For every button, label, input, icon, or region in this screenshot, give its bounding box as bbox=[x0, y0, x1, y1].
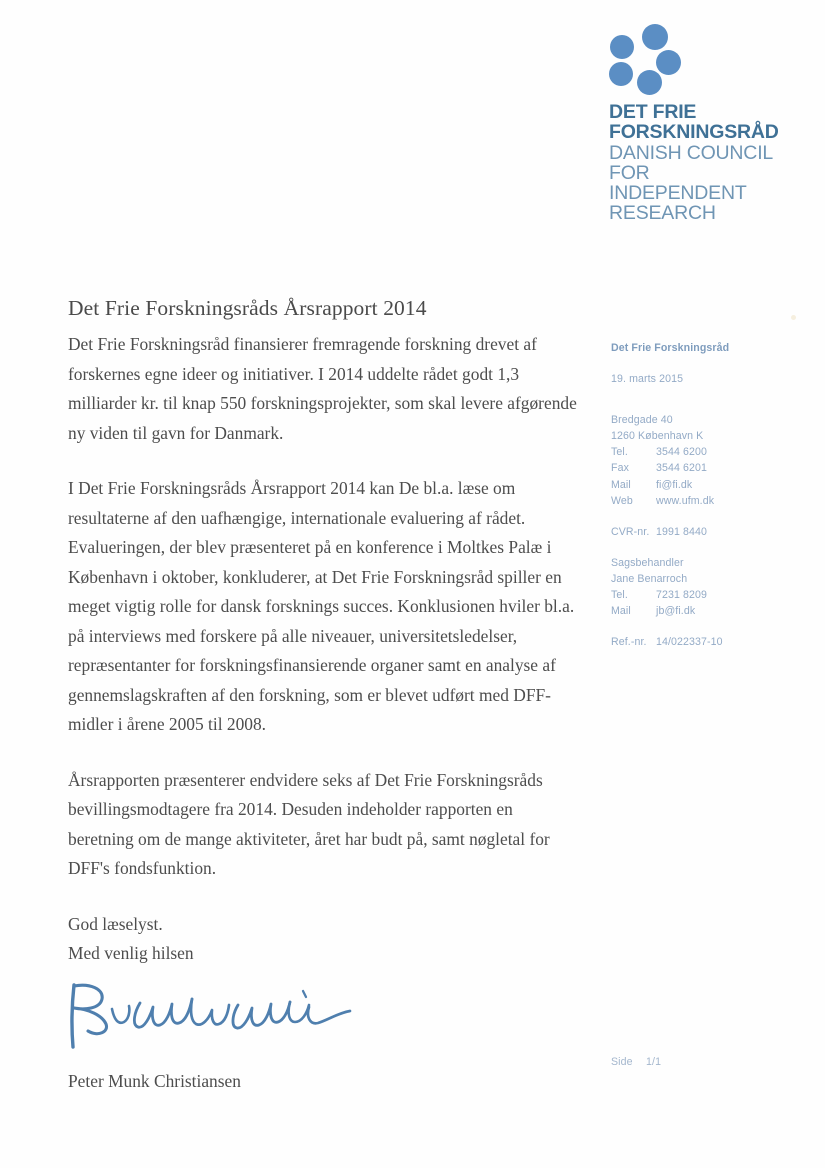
meta-organisation: Det Frie Forskningsråd bbox=[611, 342, 730, 354]
meta-caseworker-tel-row bbox=[611, 587, 811, 603]
letter-closing-enjoy: God læselyst. bbox=[68, 913, 163, 934]
meta-date: 19. marts 2015 bbox=[611, 373, 684, 386]
logo-dot bbox=[642, 24, 668, 50]
logo-dot bbox=[656, 50, 681, 75]
meta-fax-value: 3544 6201 bbox=[656, 462, 707, 475]
meta-tel-label: Tel. bbox=[611, 446, 628, 459]
meta-cvr-group bbox=[611, 524, 811, 540]
meta-mail-row bbox=[611, 477, 811, 493]
page-number-value: 1/1 bbox=[646, 1056, 662, 1068]
meta-cvr-label: CVR-nr. bbox=[611, 525, 650, 538]
meta-web-value[interactable]: www.ufm.dk bbox=[656, 494, 715, 507]
meta-web-label: Web bbox=[611, 494, 633, 507]
meta-mail-value[interactable]: fi@fi.dk bbox=[656, 478, 693, 491]
meta-cvr-row bbox=[611, 524, 811, 540]
logo-line-danish-council: DANISH COUNCIL bbox=[609, 141, 774, 164]
meta-organisation-group bbox=[611, 340, 811, 356]
logo-dot bbox=[610, 35, 634, 59]
letter-body bbox=[68, 296, 578, 1092]
meta-ref-label: Ref.-nr. bbox=[611, 636, 647, 649]
meta-caseworker-name: Jane Benarroch bbox=[611, 572, 688, 585]
organisation-logo bbox=[609, 24, 789, 224]
logo-dot bbox=[609, 62, 633, 86]
logo-line-det-frie: DET FRIE bbox=[609, 101, 697, 123]
meta-caseworker-mail-row bbox=[611, 603, 811, 619]
meta-mail-label: Mail bbox=[611, 478, 631, 491]
signer-name: Peter Munk Christiansen bbox=[68, 1070, 241, 1091]
meta-date-group bbox=[611, 371, 811, 387]
meta-caseworker-tel-value: 7231 8209 bbox=[656, 589, 707, 602]
scan-artifact bbox=[791, 315, 796, 320]
meta-fax-label: Fax bbox=[611, 462, 629, 475]
logo-line-for-independent: FOR INDEPENDENT bbox=[609, 161, 747, 205]
logo-line-research: RESEARCH bbox=[609, 202, 716, 225]
letter-meta-sidebar bbox=[611, 340, 811, 665]
meta-tel-value: 3544 6200 bbox=[656, 446, 707, 459]
logo-line-forskningsraad: FORSKNINGSRÅD bbox=[609, 121, 779, 144]
meta-fax-row bbox=[611, 460, 811, 476]
meta-caseworker-group bbox=[611, 555, 811, 619]
letter-paragraph-1: Det Frie Forskningsråd finansierer fremragende forskning drevet af forskernes egne ideer og initiativer. I 2014 uddelte rådet godt 1,3 milliarder kr. til knap 550 forskningsprojekter, som skal levere afgørende ny viden til gavn for Danmark. bbox=[68, 334, 577, 443]
signature-image bbox=[62, 975, 578, 1053]
page-title: Det Frie Forskningsråds Årsrapport 2014 bbox=[68, 296, 427, 320]
meta-ref-value: 14/022337-10 bbox=[656, 636, 723, 649]
meta-tel-row bbox=[611, 444, 811, 460]
page-number-label: Side bbox=[611, 1056, 633, 1068]
meta-contact-group bbox=[611, 412, 811, 509]
logo-dot bbox=[637, 70, 662, 95]
meta-web-row bbox=[611, 493, 811, 509]
meta-address-street: Bredgade 40 bbox=[611, 414, 673, 427]
meta-caseworker-mail-label: Mail bbox=[611, 605, 631, 618]
meta-cvr-value: 1991 8440 bbox=[656, 525, 707, 538]
meta-ref-row bbox=[611, 634, 811, 650]
meta-ref-group bbox=[611, 634, 811, 650]
letter-closing-regards: Med venlig hilsen bbox=[68, 943, 194, 963]
page-footer bbox=[611, 1056, 661, 1068]
letter-paragraph-2: I Det Frie Forskningsråds Årsrapport 2014 kan De bl.a. læse om resultaterne af den uafhængige, internationale evaluering af rådet. Evalueringen, der blev præsenteret på en konference i Moltkes Palæ i København i oktober, konkluderer, at Det Frie Forskningsråd spiller en meget vigtig rolle for dansk forsknings succes. Konklusionen hviler bl.a. på interviews med forskere på alle niveauer, universitetsledelser, repræsentanter for forskningsfinansierende organer samt en analyse af gennemslagskraften af den forskning, som er blevet udført med DFF-midler i årene 2005 til 2008. bbox=[68, 478, 575, 734]
meta-caseworker-tel-label: Tel. bbox=[611, 589, 628, 602]
meta-caseworker-label: Sagsbehandler bbox=[611, 556, 684, 569]
meta-address-city: 1260 København K bbox=[611, 430, 704, 443]
logo-wordmark bbox=[609, 102, 789, 224]
letter-paragraph-3: Årsrapporten præsenterer endvidere seks af Det Frie Forskningsråds bevillingsmodtagere fra 2014. Desuden indeholder rapporten en beretning om de mange aktiviteter, året har budt på, samt nøgletal for DFF's fondsfunktion. bbox=[68, 769, 550, 878]
five-dots-circle-logo-icon bbox=[609, 24, 681, 90]
meta-caseworker-mail-value[interactable]: jb@fi.dk bbox=[656, 605, 696, 618]
